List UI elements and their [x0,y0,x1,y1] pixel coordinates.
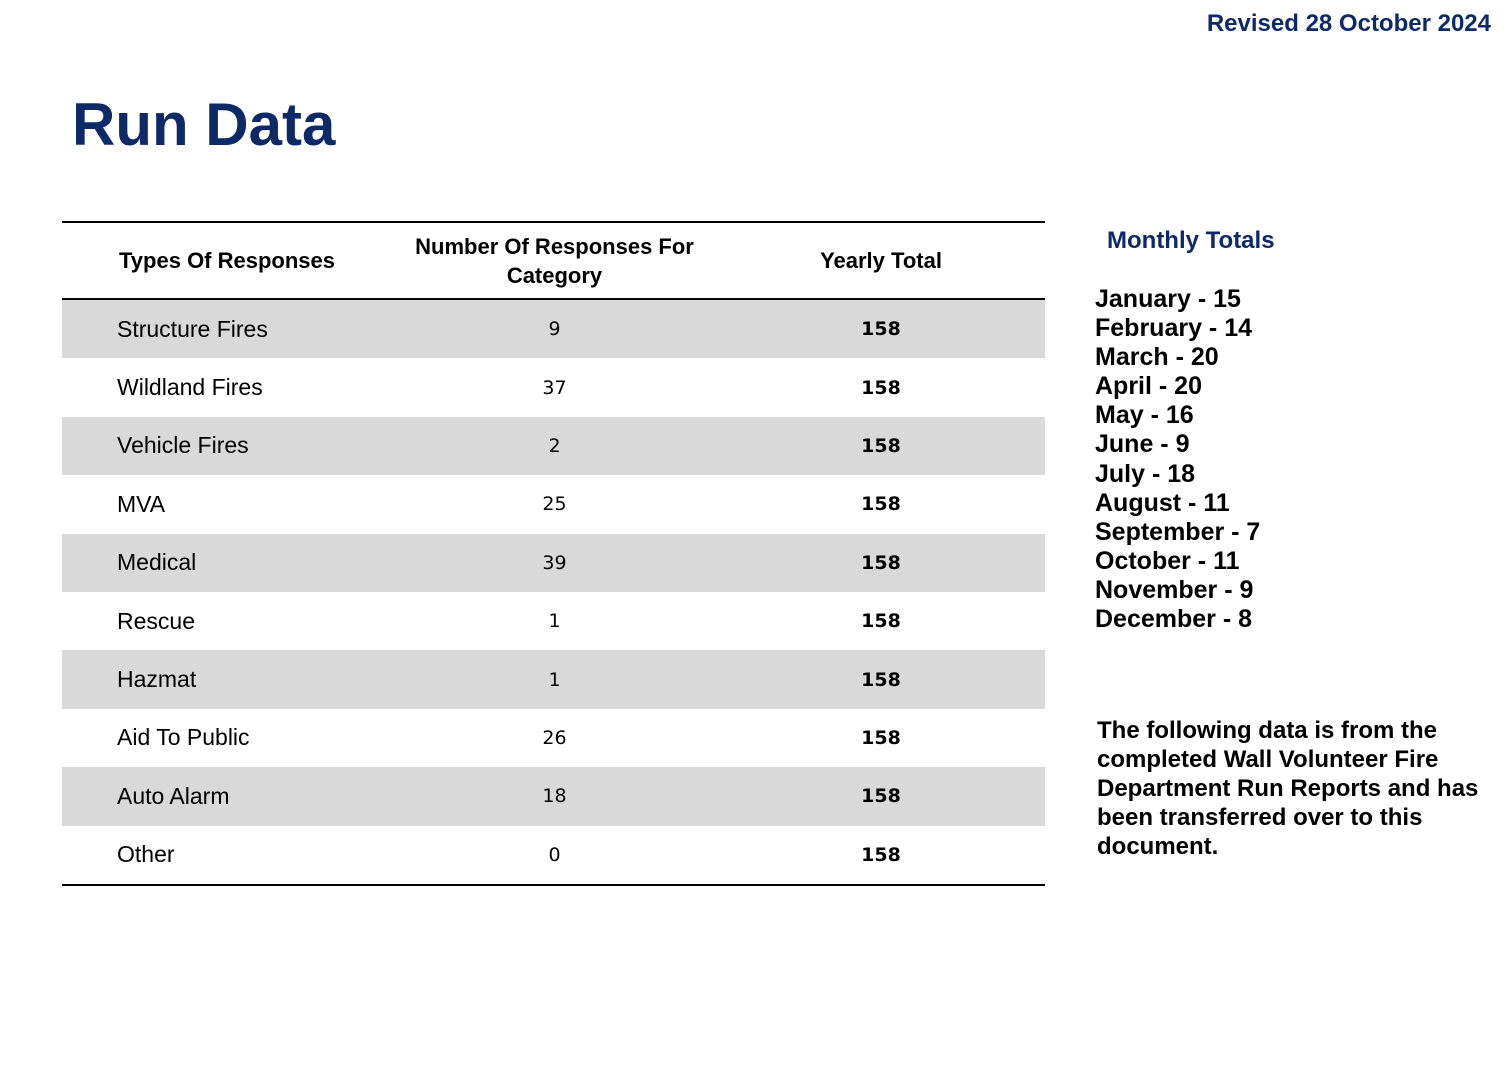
header-number-of-responses-label: Number Of Responses For Category [415,233,694,288]
yearly-total-cell: 158 [717,534,1045,592]
response-count-cell: 37 [542,376,567,399]
monthly-total-item: January - 15 [1095,285,1241,313]
response-count-cell: 0 [548,843,561,866]
response-count-cell: 1 [548,610,561,633]
yearly-total-cell: 158 [717,650,1045,708]
table-row [62,767,1045,825]
table-row [62,826,1045,885]
response-type-cell: Other [117,841,175,868]
yearly-total-cell: 158 [717,417,1045,475]
yearly-total-cell: 158 [861,493,901,516]
response-count-cell: 18 [392,767,717,825]
table-row [62,358,1045,416]
table-row [62,299,1045,358]
header-number-of-responses [392,222,717,299]
table-header-row [62,222,1045,299]
response-type-cell: Wildland Fires [117,374,263,401]
header-types-of-responses: Types Of Responses [62,222,392,299]
yearly-total-cell: 158 [861,376,901,399]
yearly-total-cell: 158 [861,726,901,749]
monthly-total-item: February - 14 [1095,314,1253,343]
page-title: Run Data [72,91,336,158]
response-type-cell: MVA [117,490,166,517]
response-type-cell: Rescue [117,607,195,634]
table-body [62,299,1045,885]
monthly-total-item: August - 11 [1095,488,1230,517]
yearly-total-cell: 158 [717,299,1045,358]
monthly-total-item: July - 18 [1095,459,1196,488]
monthly-total-item: June - 9 [1095,430,1190,459]
response-count-cell: 2 [392,417,717,475]
revised-date: Revised 28 October 2024 [1206,10,1491,37]
header-yearly-total: Yearly Total [717,222,1045,299]
monthly-total-item: October - 11 [1095,546,1240,575]
table-row [62,650,1045,708]
response-type-cell: Medical [62,534,392,592]
monthly-total-item: April - 20 [1095,372,1202,401]
table-row [62,534,1045,592]
response-count-cell: 26 [542,726,567,749]
response-type-cell: Auto Alarm [62,767,392,825]
response-type-cell: Structure Fires [62,299,392,358]
table-row [62,417,1045,475]
table-row [62,592,1045,650]
monthly-total-item: May - 16 [1095,401,1194,430]
monthly-totals-list [1095,285,1260,634]
response-count-cell: 9 [392,299,717,358]
table-row [62,475,1045,533]
response-type-cell: Vehicle Fires [62,417,392,475]
response-count-cell: 39 [392,534,717,592]
response-count-cell: 1 [392,650,717,708]
monthly-total-item: March - 20 [1095,343,1219,372]
monthly-total-item: December - 8 [1095,605,1253,634]
response-type-cell: Aid To Public [117,724,250,751]
yearly-total-cell: 158 [861,610,901,633]
table-row [62,709,1045,767]
yearly-total-cell: 158 [861,843,901,866]
monthly-total-item: November - 9 [1095,575,1254,604]
response-type-cell: Hazmat [62,650,392,708]
monthly-total-item: September - 7 [1095,517,1261,546]
run-data-table [62,221,1045,886]
response-count-cell: 25 [542,493,567,516]
yearly-total-cell: 158 [717,767,1045,825]
data-source-note: The following data is from the completed Wall Volunteer Fire Department Run Reports and has been transferred over to this document. [1097,717,1479,860]
monthly-totals-title: Monthly Totals [1107,227,1275,254]
